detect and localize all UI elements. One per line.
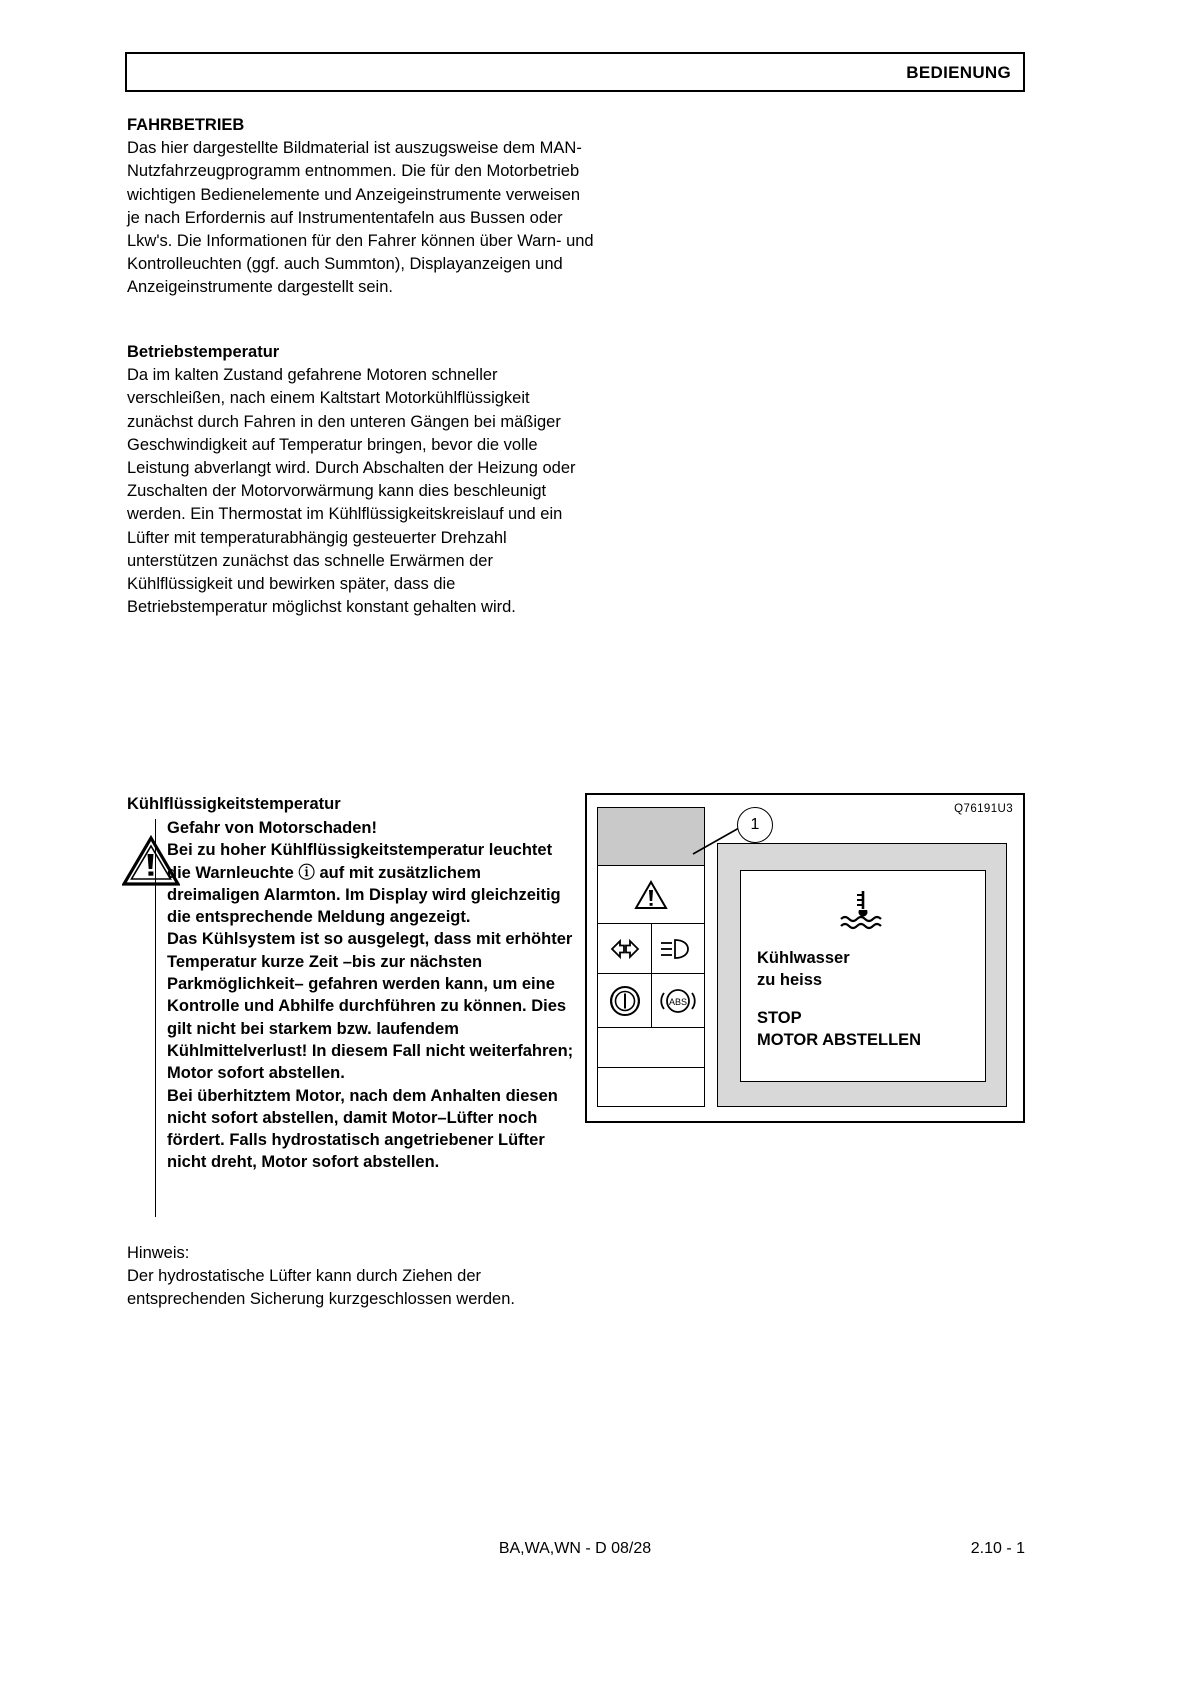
display-bezel <box>717 843 1007 1107</box>
section-fahrbetrieb-body: Das hier dargestellte Bildmaterial ist auszugsweise dem MAN- Nutzfahrzeugprogramm entnommen. Die für den Motorbetrieb wichtigen Bedienelemente und Anzeigeinstrumente verweisen je nach Erfordernis auf Instrumententafeln aus Bussen oder Lkw's. Die Informationen für den Fahrer können über Warn- und Kontrolleuchten (ggf. auch Summton), Displayanzeigen und Anzeigeinstrumente dargestellt sein. <box>127 139 594 297</box>
svg-text:ABS: ABS <box>668 996 688 1007</box>
warning-paragraph-1: Bei zu hoher Kühlflüssigkeitstemperatur leuchtet die Warnleuchte ⓘ auf mit zusätzlichem dreimaligen Alarmton. Im Display wird gleichzeitig die entsprechende Meldung angezeigt. <box>167 841 561 927</box>
warning-triangle-icon <box>634 880 668 910</box>
warning-text <box>167 817 577 1174</box>
section-kuehlfluessigkeitstemperatur <box>127 793 577 1217</box>
warning-vertical-rule <box>155 819 156 1217</box>
section-fahrbetrieb <box>127 114 597 300</box>
tell-tale-stop-brake <box>598 974 651 1028</box>
display-line-4: MOTOR ABSTELLEN <box>757 1031 922 1049</box>
tell-tale-column <box>597 807 705 1107</box>
abs-icon <box>658 983 698 1019</box>
display-line-2: zu heiss <box>757 971 823 989</box>
display-line-3: STOP <box>757 1009 802 1027</box>
tell-tale-empty-2 <box>598 1068 704 1106</box>
figure-code: Q76191U3 <box>954 803 1013 815</box>
warning-body <box>127 817 577 1217</box>
section-hinweis-heading: Hinweis: <box>127 1244 190 1262</box>
figure-instrument-panel <box>585 793 1025 1123</box>
headlight-icon <box>657 937 699 961</box>
warning-subtitle: Gefahr von Motorschaden! <box>167 819 377 837</box>
display-line-1: Kühlwasser <box>757 949 850 967</box>
stop-brake-icon <box>606 982 644 1020</box>
callout-marker-1: 1 <box>737 807 773 843</box>
section-fahrbetrieb-heading: FAHRBETRIEB <box>127 116 245 134</box>
section-betriebstemperatur-body: Da im kalten Zustand gefahrene Motoren schneller verschleißen, nach einem Kaltstart Motorkühlflüssigkeit zunächst durch Fahren in den unteren Gängen bei mäßiger Geschwindigkeit auf Temperatur bringen, bevor die volle Leistung abverlangt wird. Durch Abschalten der Heizung oder Zuschalten der Motorvorwärmung kann dies beschleunigt werden. Ein Thermostat im Kühlflüssigkeitskreislauf und ein Lüfter mit temperaturabhängig gesteuerter Drehzahl unterstützen zunächst das schnelle Erwärmen der Kühlflüssigkeit und bewirken später, dass die Betriebstemperatur möglichst konstant gehalten wird. <box>127 366 576 617</box>
footer-page-number: 2.10 - 1 <box>970 1540 1025 1557</box>
section-hinweis-body: Der hydrostatische Lüfter kann durch Ziehen der entsprechenden Sicherung kurzgeschlossen werden. <box>127 1267 515 1309</box>
display-screen <box>740 870 986 1082</box>
tell-tale-abs <box>651 974 704 1028</box>
warning-paragraph-2: Das Kühlsystem ist so ausgelegt, dass mit erhöhter Temperatur kurze Zeit –bis zur nächsten Parkmöglichkeit– gefahren werden kann, um eine Kontrolle und Abhilfe durchführen zu können. Dies gilt nicht bei starkem bzw. laufendem Kühlmittelverlust! In diesem Fall nicht weiterfahren; Motor sofort abstellen. <box>167 930 574 1083</box>
warning-paragraph-3: Bei überhitztem Motor, nach dem Anhalten diesen nicht sofort abstellen, damit Motor–Lüfter noch fördert. Falls hydrostatisch angetriebener Lüfter nicht dreht, Motor sofort abstellen. <box>167 1086 558 1172</box>
turn-signal-icon <box>603 937 647 961</box>
tell-tale-warning-triangle <box>598 866 704 924</box>
warning-triangle-icon <box>122 835 180 887</box>
tell-tale-column-top <box>598 808 704 866</box>
tell-tale-empty-1 <box>598 1028 704 1068</box>
coolant-temperature-icon <box>833 885 893 933</box>
page-header-box <box>125 52 1025 92</box>
tell-tale-turn-signal <box>598 924 651 974</box>
page-header-title: BEDIENUNG <box>906 63 1011 82</box>
tell-tale-headlight <box>651 924 704 974</box>
footer-document-code: BA,WA,WN - D 08/28 <box>498 1540 652 1557</box>
section-kuehlfluessigkeitstemperatur-heading: Kühlflüssigkeitstemperatur <box>127 795 341 813</box>
section-betriebstemperatur <box>127 341 597 619</box>
section-betriebstemperatur-heading: Betriebstemperatur <box>127 343 280 361</box>
section-hinweis <box>127 1242 597 1312</box>
